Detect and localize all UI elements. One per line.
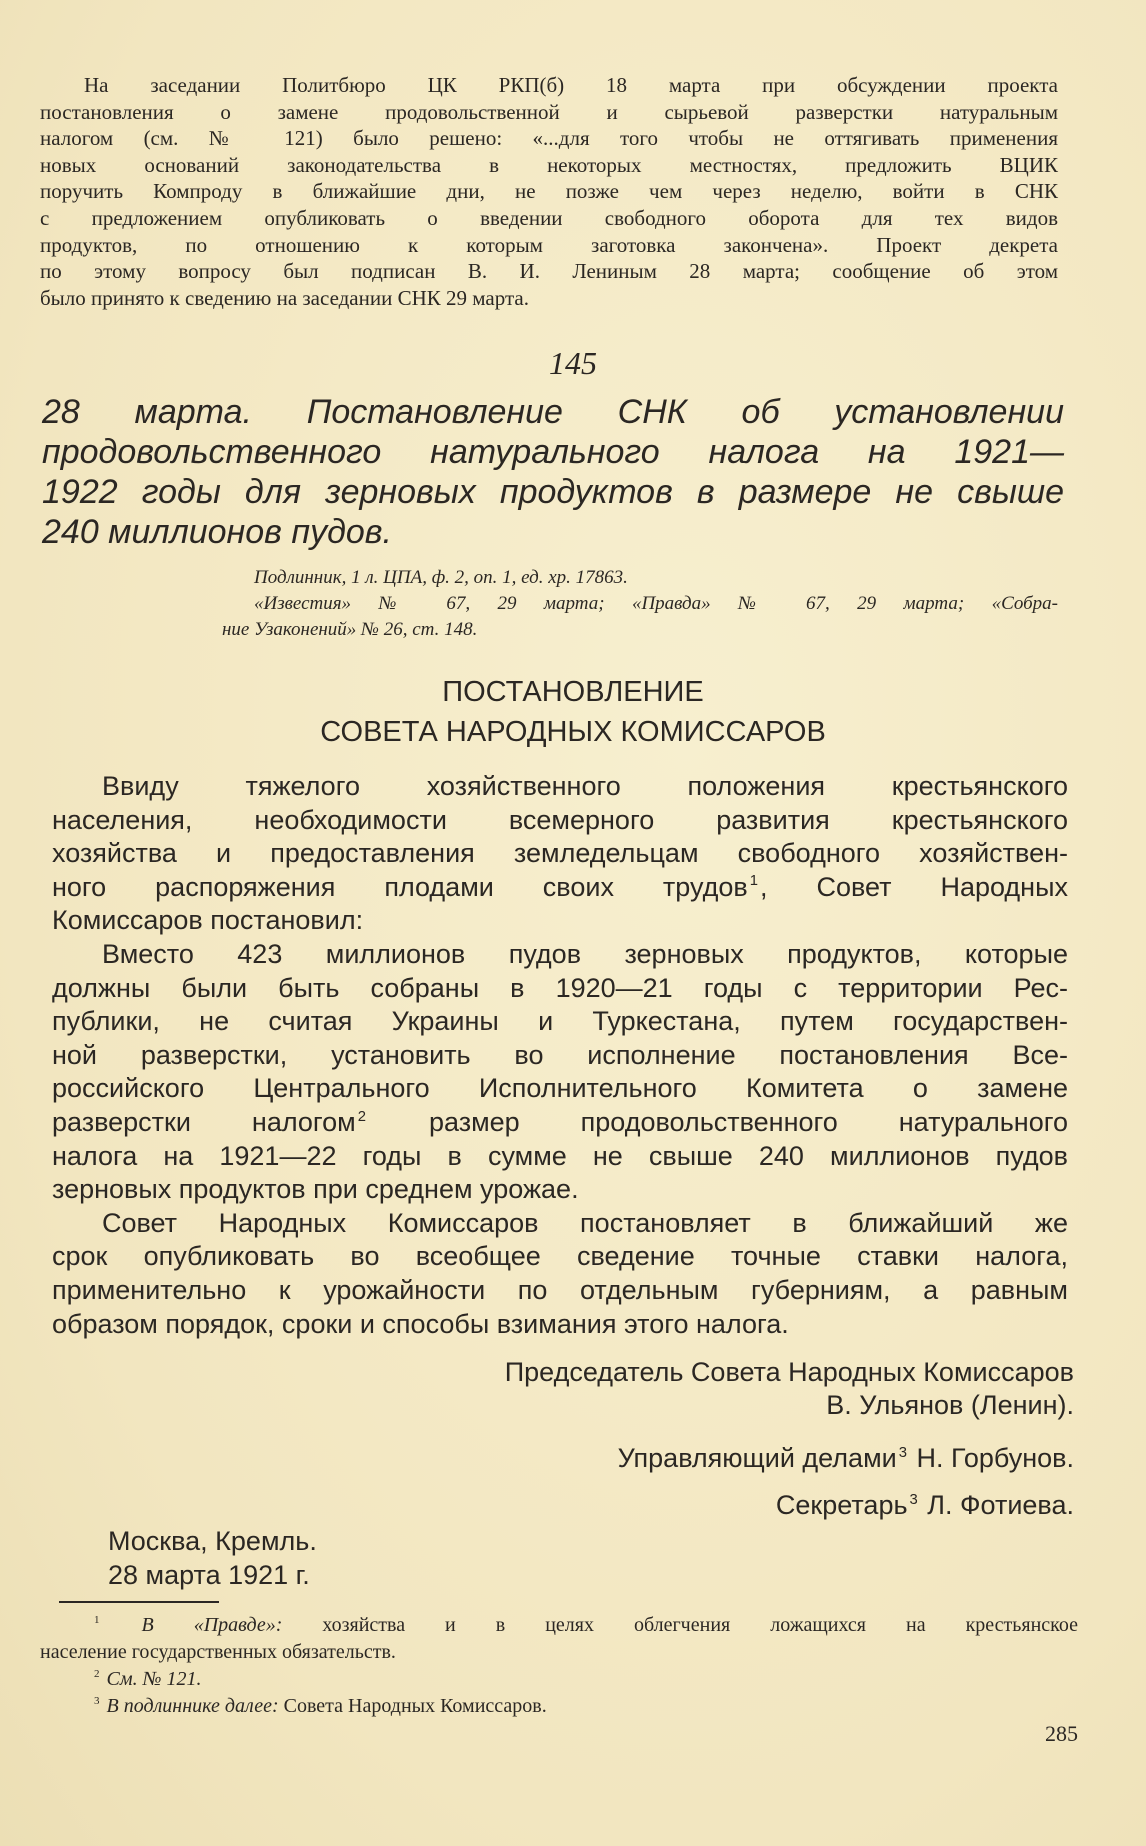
text: применительно к урожайности по отдельным губерниям, а равным xyxy=(52,1274,1068,1305)
signature-line xyxy=(52,1442,1074,1475)
body-line xyxy=(52,1173,1068,1207)
decree-body xyxy=(52,770,1068,1341)
text: хозяйства и предоставления земледельцам свободного хозяйствен- xyxy=(52,838,1068,869)
heading-line: ПОСТАНОВЛЕНИЕ xyxy=(442,676,704,708)
document-number: 145 xyxy=(549,345,597,381)
source-line xyxy=(222,617,1058,643)
title-line xyxy=(42,392,1064,432)
note-line xyxy=(40,152,1058,179)
text: зерновых продуктов при среднем урожае. xyxy=(52,1174,579,1205)
footnote-divider xyxy=(59,1601,219,1603)
page-number: 285 xyxy=(1045,1721,1078,1746)
source-line xyxy=(222,565,1058,591)
text: 28 марта. Постановление СНК об установлении xyxy=(42,393,1064,431)
text: по этому вопросу был подписан В. И. Лениным 28 марта; сообщение об этом xyxy=(40,259,1058,284)
text: поручить Компроду в ближайшие дни, не позже чем через неделю, войти в СНК xyxy=(40,179,1058,204)
text: налогом (см. № 121) было решено: «...для того чтобы не оттягивать применения xyxy=(40,126,1058,151)
body-line xyxy=(52,804,1068,838)
footnote-line xyxy=(40,1666,1078,1693)
text: постановления о замене продовольственной и сырьевой разверстки натуральным xyxy=(40,99,1058,124)
editorial-note xyxy=(40,72,1058,311)
body-line xyxy=(52,938,1068,972)
text: Вместо 423 миллионов пудов зерновых продуктов, которые xyxy=(102,938,1068,969)
note-line xyxy=(40,125,1058,152)
footnote-line xyxy=(40,1693,1078,1720)
text: продуктов, по отношению к которым заготовка закончена». Проект декрета xyxy=(40,232,1058,257)
body-line xyxy=(52,1240,1068,1274)
footnote-marker: 1 xyxy=(749,873,758,890)
italic-text: В подлиннике далее: xyxy=(106,1695,279,1717)
note-line xyxy=(40,285,1058,312)
text: В. Ульянов (Ленин). xyxy=(826,1390,1074,1420)
text: Управляющий делами xyxy=(617,1443,897,1473)
text: ние Узаконений» № 26, ст. 148. xyxy=(222,619,478,640)
text: Совет Народных Комиссаров постановляет в ближайший же xyxy=(102,1207,1068,1238)
footnote-marker: 3 xyxy=(94,1695,100,1708)
signature-line xyxy=(52,1489,1074,1522)
note-line xyxy=(40,205,1058,232)
body-line xyxy=(52,1106,1068,1140)
text: Комиссаров постановил: xyxy=(52,905,364,936)
body-line xyxy=(52,1072,1068,1106)
signature-line xyxy=(52,1389,1074,1422)
text: Председатель Совета Народных Комиссаров xyxy=(504,1357,1074,1387)
decree-heading xyxy=(0,672,1146,752)
text: с предложением опубликовать о введении свободного оборота для тех видов xyxy=(40,205,1058,230)
text: разверстки налогом xyxy=(52,1106,356,1137)
text: публики, не считая Украины и Туркестана, путем государствен- xyxy=(52,1006,1068,1037)
footnote-marker: 2 xyxy=(94,1668,100,1681)
date: 28 марта 1921 г. xyxy=(108,1560,310,1590)
body-line xyxy=(52,871,1068,905)
text: новых оснований законодательства в некоторых местностях, предложить ВЦИК xyxy=(40,152,1058,177)
text: продовольственного натурального налога на 1921— xyxy=(42,433,1064,471)
note-line xyxy=(40,72,1058,99)
footnote-marker: 3 xyxy=(909,1491,918,1508)
body-line xyxy=(52,1005,1068,1039)
title-line xyxy=(42,432,1064,472)
text: Подлинник, 1 л. ЦПА, ф. 2, оп. 1, ед. хр. 17863. xyxy=(254,567,628,588)
text: 1922 годы для зерновых продуктов в размере не свыше xyxy=(42,473,1064,511)
body-line xyxy=(52,1274,1068,1308)
source-line xyxy=(222,591,1058,617)
note-line xyxy=(40,99,1058,126)
text: размер продовольственного натурального xyxy=(368,1106,1069,1137)
footnote-marker: 3 xyxy=(898,1444,907,1461)
text: Совета Народных Комиссаров. xyxy=(278,1695,547,1717)
body-line xyxy=(52,837,1068,871)
body-line xyxy=(52,1140,1068,1174)
signatures xyxy=(52,1356,1074,1522)
body-line xyxy=(52,904,1068,938)
italic-text: См. № 121. xyxy=(106,1668,202,1690)
text: , Совет Народных xyxy=(759,871,1068,902)
document-title xyxy=(42,392,1064,552)
italic-text: В «Правде»: xyxy=(141,1614,283,1636)
text: налога на 1921—22 годы в сумме не свыше 240 миллионов пудов xyxy=(52,1140,1068,1171)
body-line xyxy=(52,1207,1068,1241)
text: Л. Фотиева. xyxy=(919,1490,1074,1520)
body-line xyxy=(52,972,1068,1006)
title-line xyxy=(42,472,1064,512)
text: образом порядок, сроки и способы взимания этого налога. xyxy=(52,1308,789,1339)
heading-line: СОВЕТА НАРОДНЫХ КОМИССАРОВ xyxy=(320,716,826,748)
text: срок опубликовать во всеобщее сведение точные ставки налога, xyxy=(52,1241,1068,1272)
text: На заседании Политбюро ЦК РКП(б) 18 марта при обсуждении проекта xyxy=(84,73,1058,97)
source-reference xyxy=(222,565,1058,643)
signature-line xyxy=(52,1356,1074,1389)
note-line xyxy=(40,178,1058,205)
text: населения, необходимости всемерного развития крестьянского xyxy=(52,804,1068,835)
text: Ввиду тяжелого хозяйственного положения крестьянского xyxy=(102,771,1068,801)
text: население государственных обязательств. xyxy=(40,1641,396,1663)
title-line xyxy=(42,512,1064,552)
body-line xyxy=(52,1039,1068,1073)
note-line xyxy=(40,232,1058,259)
note-line xyxy=(40,258,1058,285)
text: Секретарь xyxy=(775,1490,908,1520)
text: «Известия» № 67, 29 марта; «Правда» № 67, 29 марта; «Собра- xyxy=(254,593,1058,614)
body-line xyxy=(52,770,1068,804)
text: 240 миллионов пудов. xyxy=(42,513,392,551)
footnote-line xyxy=(40,1639,1078,1666)
text: российского Центрального Исполнительного Комитета о замене xyxy=(52,1073,1068,1104)
footnote-marker: 1 xyxy=(94,1614,100,1627)
text: должны были быть собраны в 1920—21 годы с территории Рес- xyxy=(52,972,1068,1003)
footnotes xyxy=(40,1612,1078,1720)
text: ного распоряжения плодами своих трудов xyxy=(52,871,748,902)
footnote-line xyxy=(40,1612,1078,1639)
text xyxy=(102,1614,142,1636)
text: ной разверстки, установить во исполнение постановления Все- xyxy=(52,1039,1068,1070)
place: Москва, Кремль. xyxy=(108,1526,317,1556)
text: хозяйства и в целях облегчения ложащихся на крестьянское xyxy=(282,1614,1079,1636)
place-and-date xyxy=(108,1524,317,1592)
text: было принято к сведению на заседании СНК 29 марта. xyxy=(40,285,529,310)
footnote-marker: 2 xyxy=(357,1108,367,1125)
text: Н. Горбунов. xyxy=(909,1443,1074,1473)
body-line xyxy=(52,1308,1068,1342)
